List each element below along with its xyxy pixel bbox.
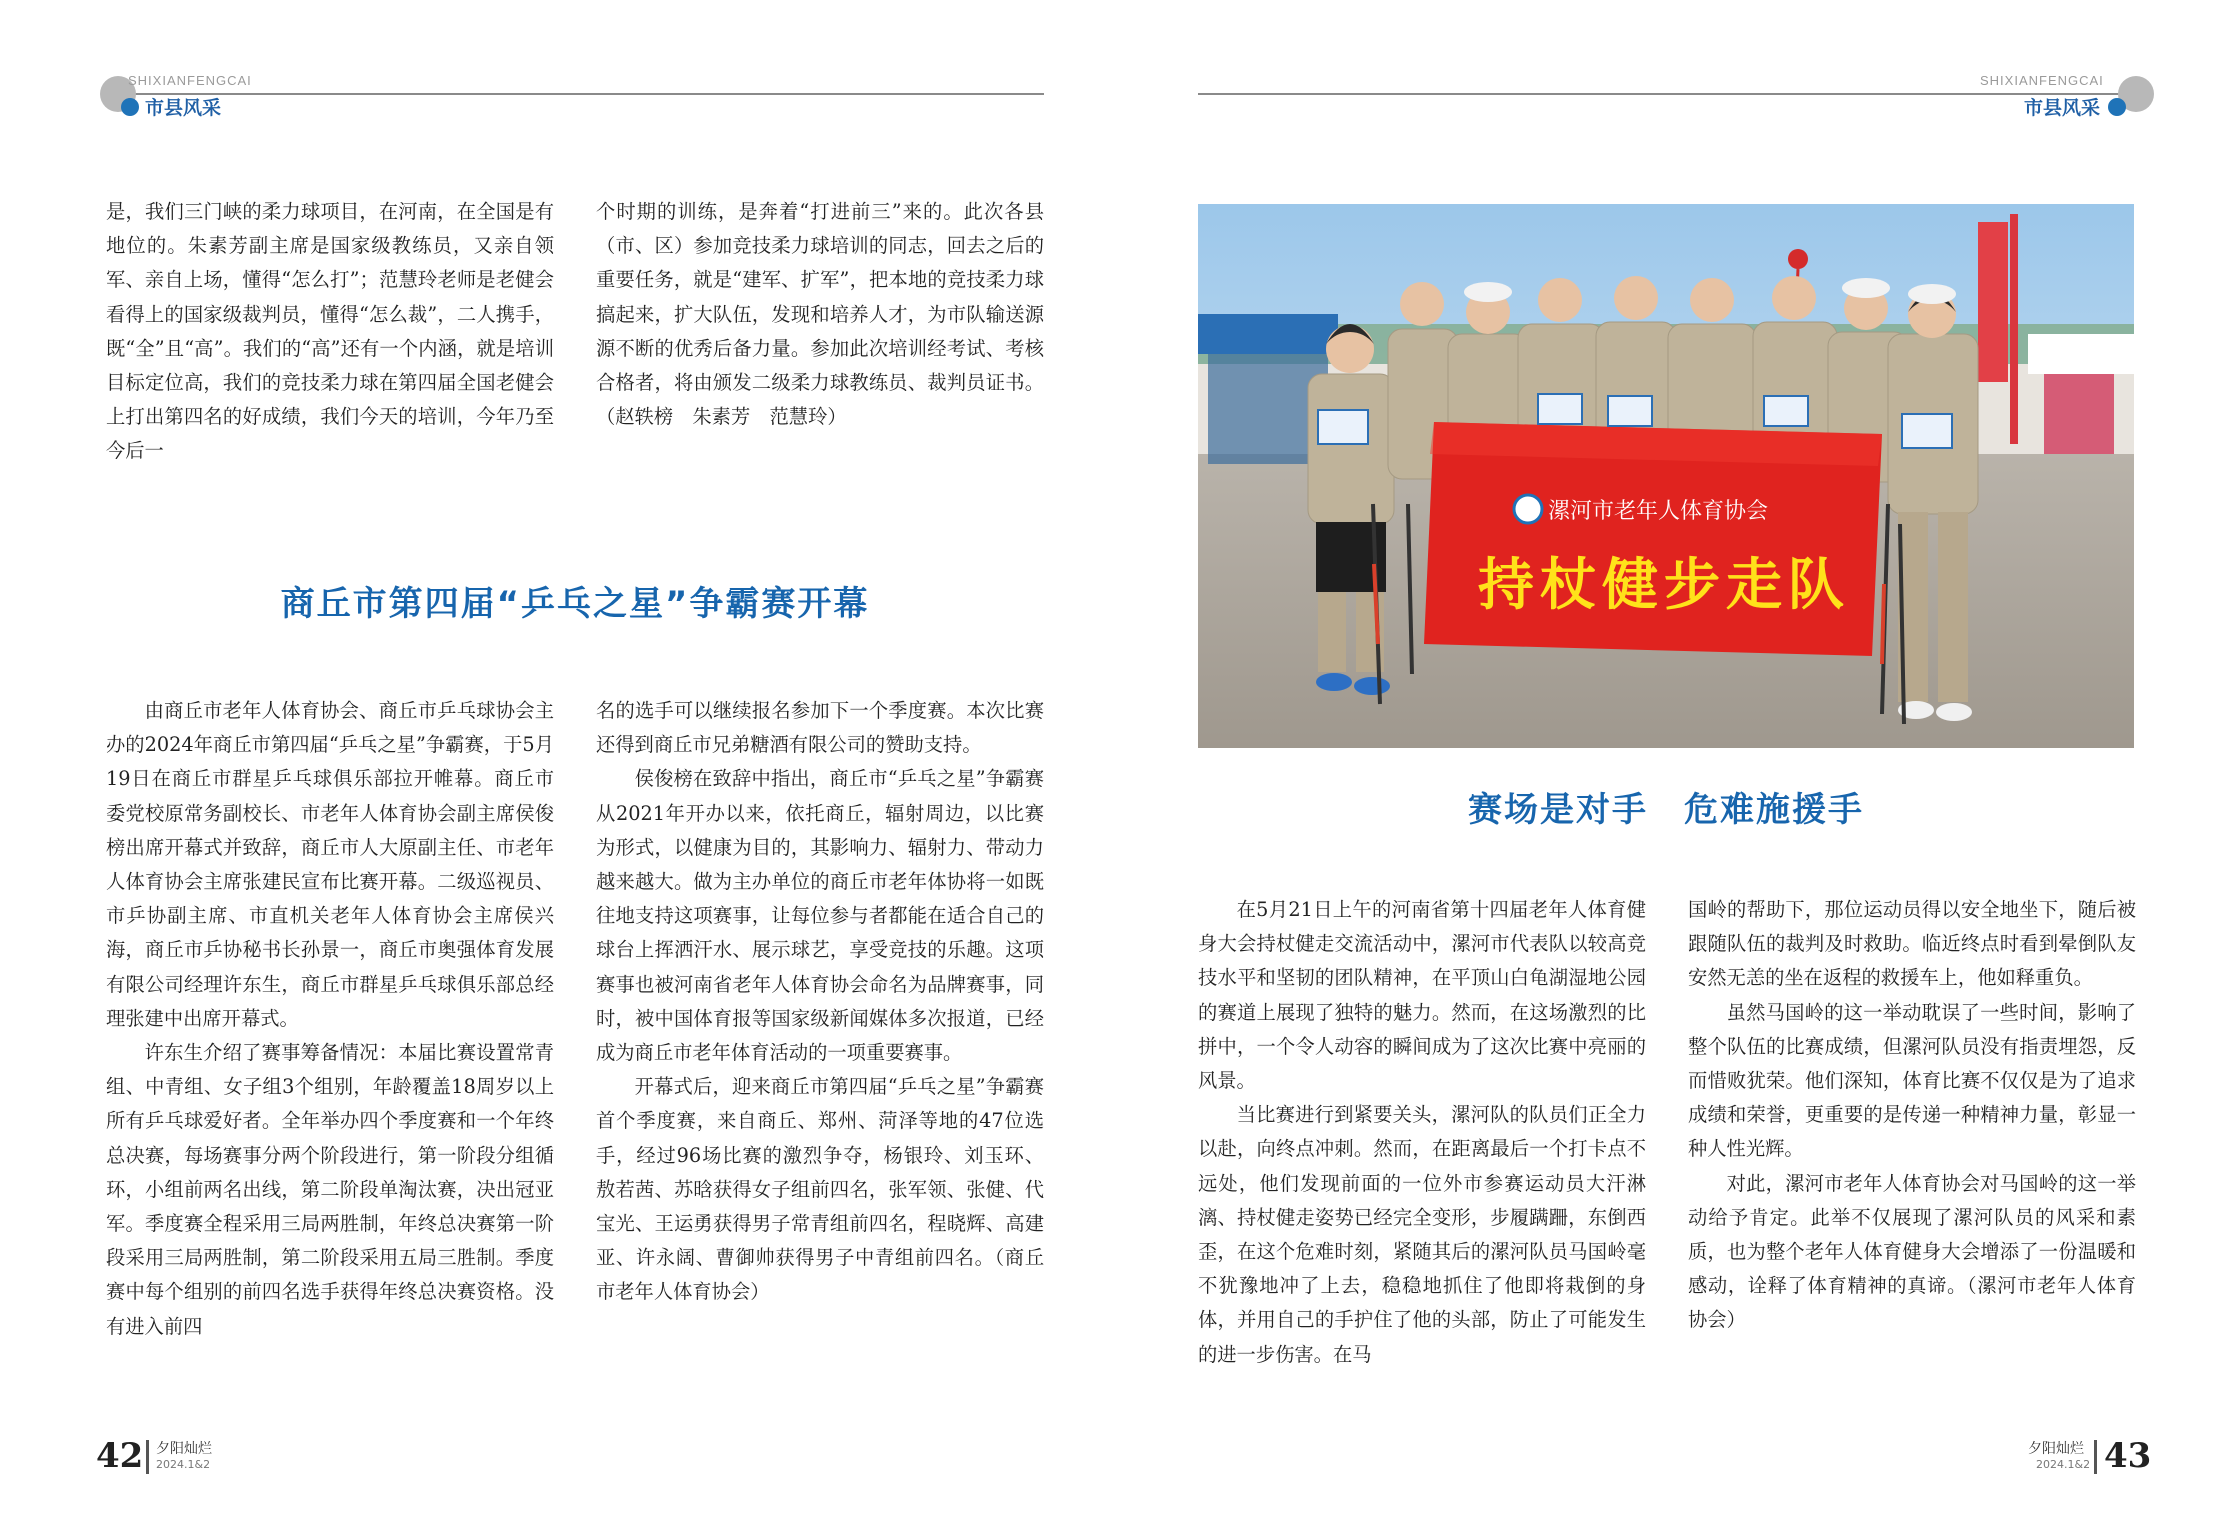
paragraph: 当比赛进行到紧要关头，漯河队的队员们正全力以赴，向终点冲刺。然而，在距离最后一个打卡点不远处，他们发现前面的一位外市参赛运动员大汗淋漓、持杖健走姿势已经完全变形，步履蹒跚，东倒西歪，在这个危难时刻，紧随其后的漯河队员马国岭毫不犹豫地冲了上去，稳稳地抓住了他即将栽倒的身体，并用自己的手护住了他的头部，防止了可能发生的进一步伤害。在马 xyxy=(1198,1103,1646,1366)
header-dot xyxy=(121,98,139,116)
issue-number: 2024.1&2 xyxy=(156,1458,211,1471)
paragraph: 在5月21日上午的河南省第十四届老年人体育健身大会持杖健走交流活动中，漯河市代表队以较高竞技水平和坚韧的团队精神，在平顶山白龟湖湿地公园的赛道上展现了独特的魅力。然而，在这场激烈的比拼中，一个令人动容的瞬间成为了这次比赛中亮丽的风景。 xyxy=(1198,898,1646,1093)
magazine-name: 夕阳灿烂 xyxy=(156,1441,212,1457)
article-headline: 赛场是对手 危难施援手 xyxy=(1468,790,1864,830)
banner-team: 持杖健步走队 xyxy=(1478,552,1850,618)
issue-number: 2024.1&2 xyxy=(2036,1458,2091,1471)
paragraph: 许东生介绍了赛事筹备情况：本届比赛设置常青组、中青组、女子组3个组别，年龄覆盖18周岁以上所有乒乓球爱好者。全年举办四个季度赛和一个年终总决赛，每场赛事分两个阶段进行，第一阶段分组循环，小组前两名出线，第二阶段单淘汰赛，决出冠亚军。季度赛全程采用三局两胜制，年终总决赛第一阶段采用三局两胜制，第二阶段采用五局三胜制。季度赛中每个组别的前四名选手获得年终总决赛资格。没有进入前四 xyxy=(106,1041,554,1338)
header-rule xyxy=(118,93,1044,95)
article-continuation-col2 xyxy=(596,195,1044,434)
paragraph: 侯俊榜在致辞中指出，商丘市“乒乓之星”争霸赛从2021年开办以来，依托商丘，辐射周边，以比赛为形式，以健康为目的，其影响力、辐射力、带动力越来越大。做为主办单位的商丘市老年体协将一如既往地支持这项赛事，让每位参与者都能在适合自己的球台上挥洒汗水、展示球艺，享受竞技的乐趣。这项赛事也被河南省老年人体育协会命名为品牌赛事，同时，被中国体育报等国家级新闻媒体多次报道，已经成为商丘市老年体育活动的一项重要赛事。 xyxy=(596,767,1044,1065)
paragraph: 是，我们三门峡的柔力球项目，在河南，在全国是有地位的。朱素芳副主席是国家级教练员，又亲自领军、亲自上场，懂得“怎么打”；范慧玲老师是老健会看得上的国家级裁判员，懂得“怎么裁”，二人携手，既“全”且“高”。我们的“高”还有一个内涵，就是培训目标定位高，我们的竞技柔力球在第四届全国老健会上打出第四名的好成绩，我们今天的培训，今年乃至今后一 xyxy=(106,200,554,463)
magazine-name: 夕阳灿烂 xyxy=(2028,1441,2084,1457)
team-photo xyxy=(1198,204,2134,748)
header-rule xyxy=(1198,93,2140,95)
header-pinyin: SHIXIANFENGCAI xyxy=(128,73,252,88)
article-col2 xyxy=(596,694,1044,1310)
paragraph: 对此，漯河市老年人体育协会对马国岭的这一举动给予肯定。此举不仅展现了漯河队员的风采和素质，也为整个老年人体育健身大会增添了一份温暖和感动，诠释了体育精神的真谛。（漯河市老年人体育协会） xyxy=(1688,1171,2136,1332)
association-logo-icon xyxy=(1514,495,1542,523)
paragraph: 国岭的帮助下，那位运动员得以安全地坐下，随后被跟随队伍的裁判及时救助。临近终点时看到晕倒队友安然无恙的坐在返程的救援车上，他如释重负。 xyxy=(1688,898,2136,990)
paragraph: 虽然马国岭的这一举动耽误了一些时间，影响了整个队伍的比赛成绩，但漯河队员没有指责埋怨，反而惜败犹荣。他们深知，体育比赛不仅仅是为了追求成绩和荣誉，更重要的是传递一种精神力量，彰显一种人性光辉。 xyxy=(1688,1000,2136,1161)
footer-divider xyxy=(146,1440,149,1474)
paragraph: 名的选手可以继续报名参加下一个季度赛。本次比赛还得到商丘市兄弟糖酒有限公司的赞助支持。 xyxy=(596,699,1044,757)
article-col1 xyxy=(106,694,554,1344)
article-col2 xyxy=(1688,893,2136,1338)
footer-divider xyxy=(2094,1440,2097,1474)
page-number: 43 xyxy=(2104,1436,2152,1476)
page-number: 42 xyxy=(96,1436,144,1476)
paragraph: 由商丘市老年人体育协会、商丘市乒乓球协会主办的2024年商丘市第四届“乒乓之星”争霸赛，于5月19日在商丘市群星乒乓球俱乐部拉开帷幕。商丘市委党校原常务副校长、市老年人体育协会副主席侯俊榜出席开幕式并致辞，商丘市人大原副主任、市老年人体育协会主席张建民宣布比赛开幕。二级巡视员、市乒协副主席、市直机关老年人体育协会主席侯兴海，商丘市乒协秘书长孙景一，商丘市奥强体育发展有限公司经理许东生，商丘市群星乒乓球俱乐部总经理张建中出席开幕式。 xyxy=(106,699,554,1030)
header-pinyin: SHIXIANFENGCAI xyxy=(1980,73,2104,88)
section-title: 市县风采 xyxy=(2024,97,2101,119)
paragraph: 开幕式后，迎来商丘市第四届“乒乓之星”争霸赛首个季度赛，来自商丘、郑州、菏泽等地的47位选手，经过96场比赛的激烈争夺，杨银玲、刘玉环、敖若茜、苏晗获得女子组前四名，张军领、张健、代宝光、王运勇获得男子常青组前四名，程晓辉、高建亚、许永阔、曹御帅获得男子中青组前四名。（商丘市老年人体育协会） xyxy=(596,1075,1044,1304)
article-col1 xyxy=(1198,893,1646,1372)
banner-org: 漯河市老年人体育协会 xyxy=(1548,499,1769,524)
article-continuation-col1 xyxy=(106,195,554,469)
header-dot xyxy=(2108,98,2126,116)
section-title: 市县风采 xyxy=(145,97,222,119)
article-headline: 商丘市第四届“乒乓之星”争霸赛开幕 xyxy=(280,584,870,624)
paragraph: 个时期的训练，是奔着“打进前三”来的。此次各县（市、区）参加竞技柔力球培训的同志，回去之后的重要任务，就是“建军、扩军”，把本地的竞技柔力球搞起来，扩大队伍，发现和培养人才，为市队输送源源不断的优秀后备力量。参加此次培训经考试、考核合格者，将由颁发二级柔力球教练员、裁判员证书。（赵轶榜 朱素芳 范慧玲） xyxy=(596,200,1044,429)
